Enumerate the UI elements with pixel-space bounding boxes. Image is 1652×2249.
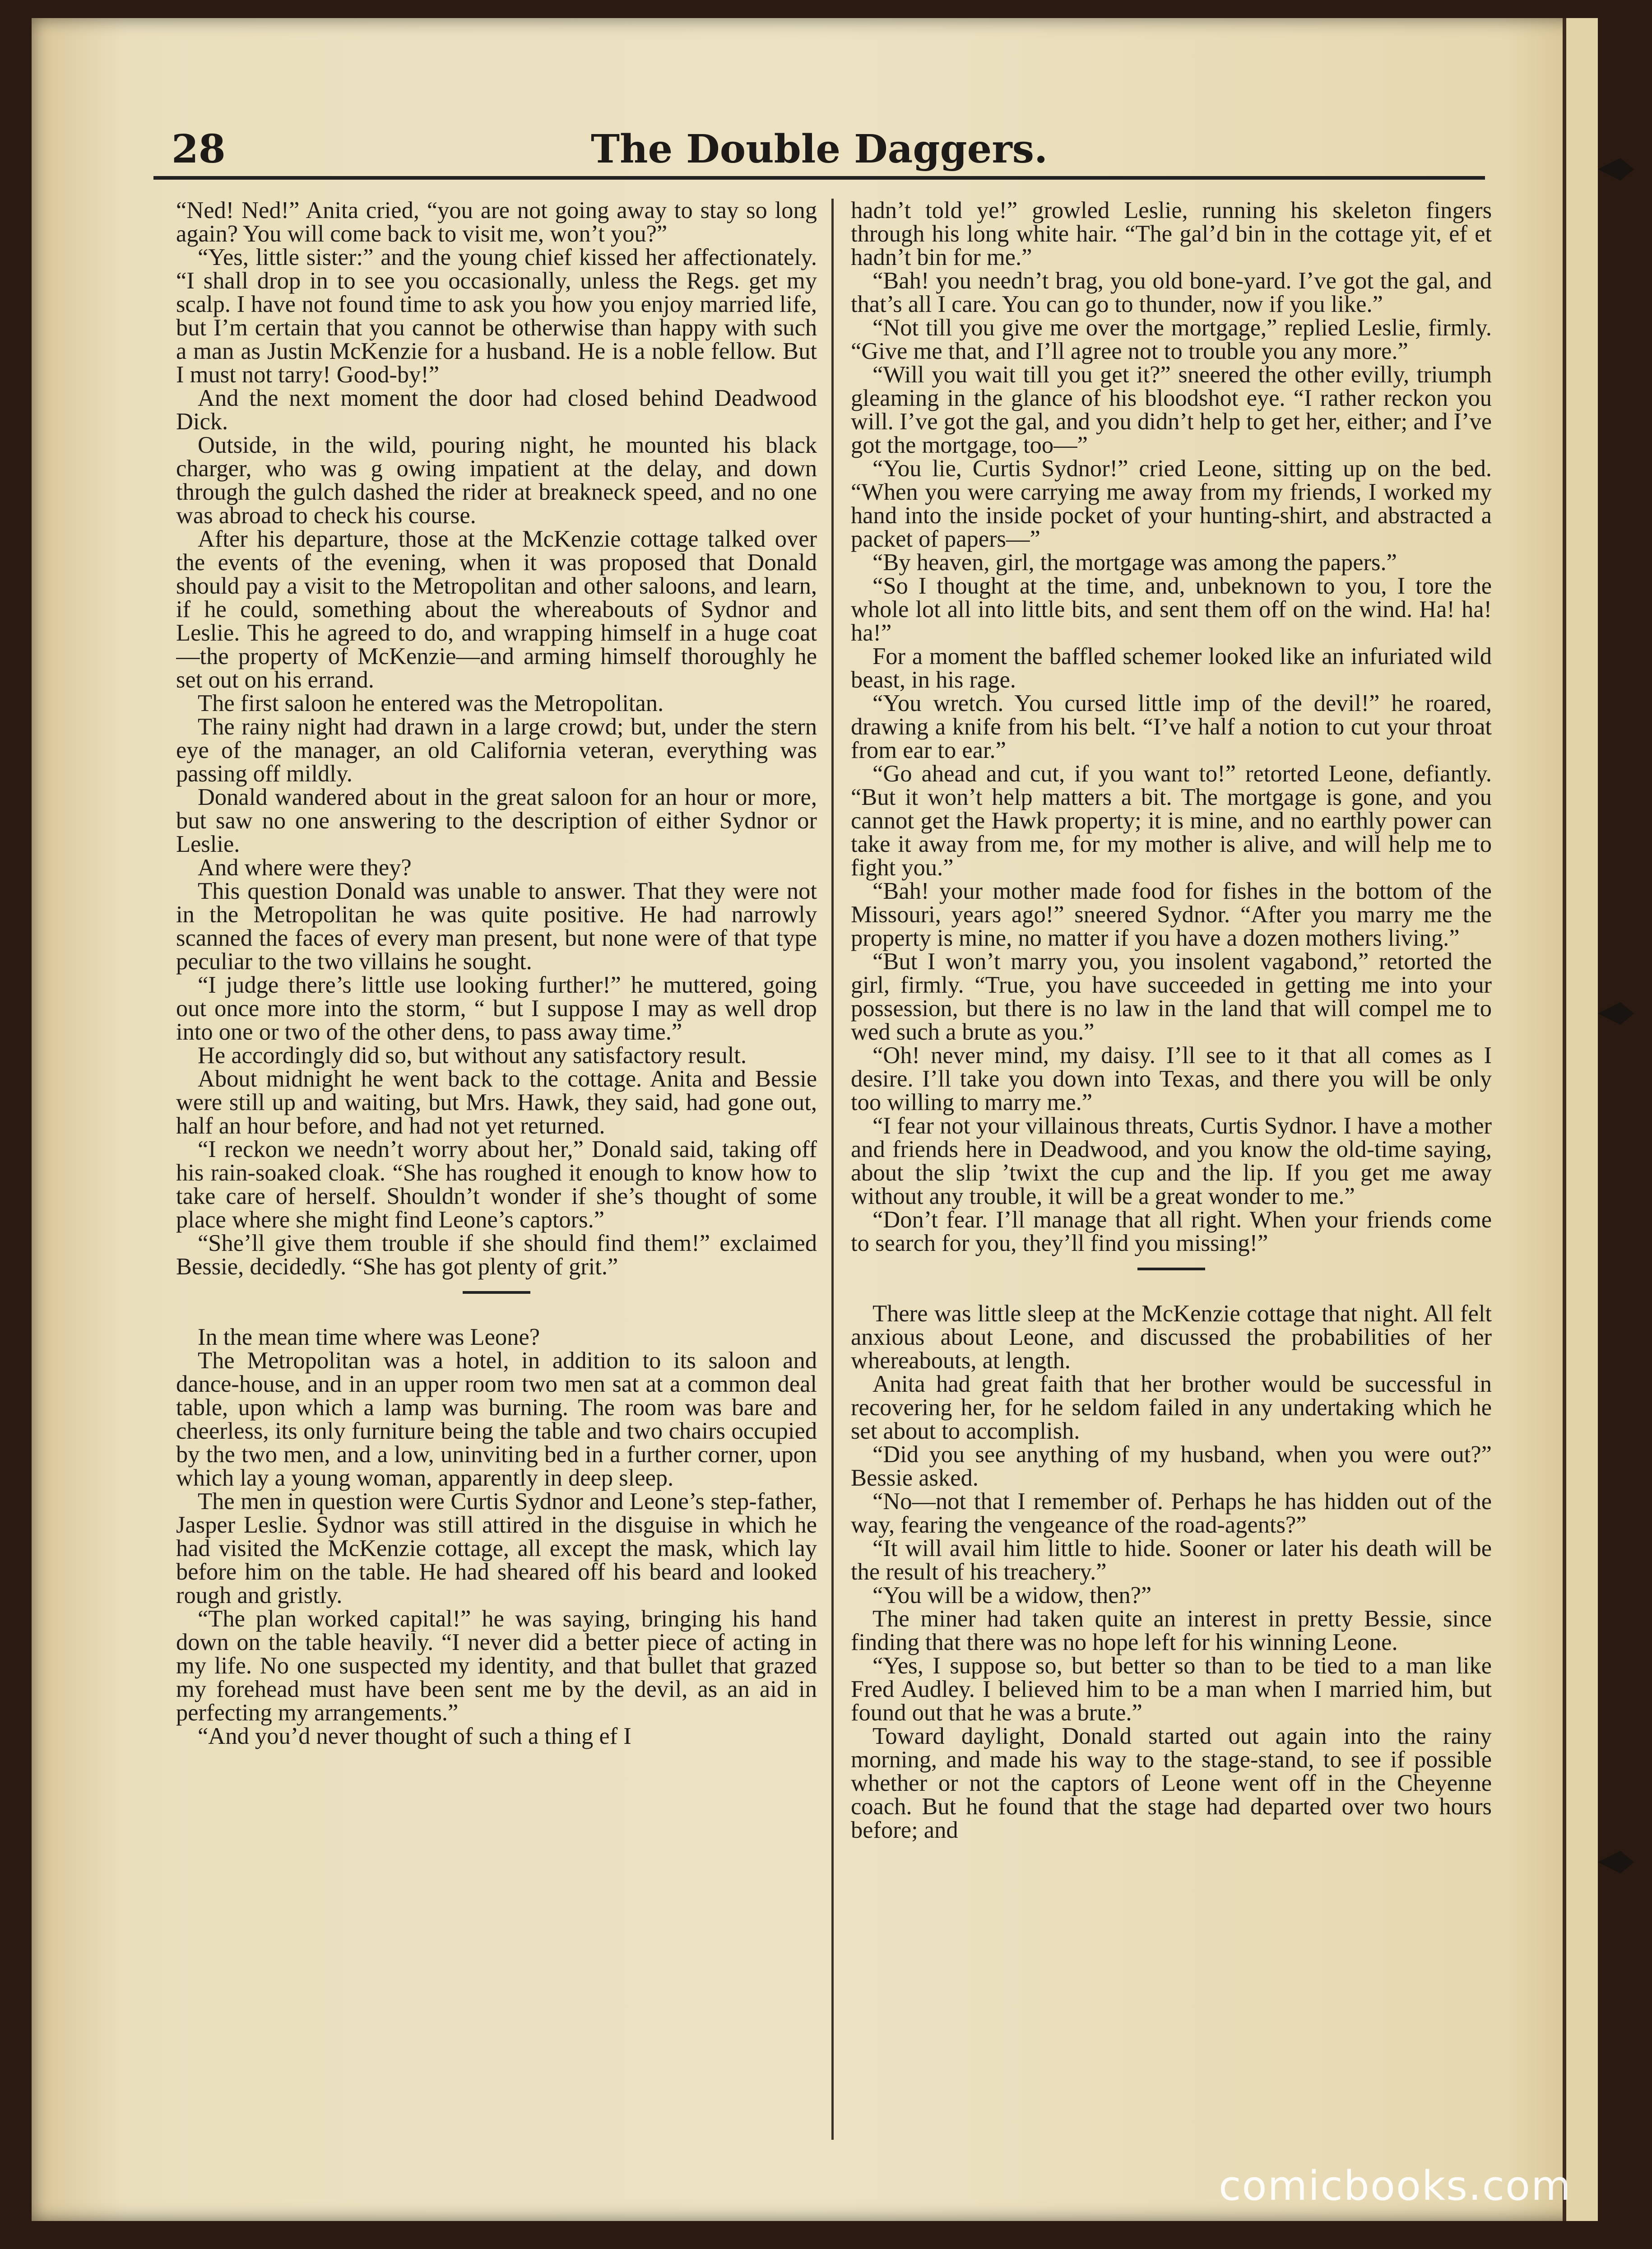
paragraph: “I fear not your villainous threats, Curtis Sydnor. I have a mother and friends here in Deadwood, and you know the old-time saying, about the slip ’twixt the cup and the lip. If you get me away without any trouble, it will be a great wonder to me.” xyxy=(851,1113,1492,1209)
paragraph: Outside, in the wild, pouring night, he mounted his black charger, who was g owing impatient at the delay, and down through the gulch dashed the rider at breakneck speed, and no one was abroad to check his course. xyxy=(176,432,817,529)
paragraph: He accordingly did so, but without any satisfactory result. xyxy=(198,1042,747,1069)
paragraph: There was little sleep at the McKenzie cottage that night. All felt anxious about Leone, and discussed the probabilities of her whereabouts, at length. xyxy=(851,1301,1492,1374)
paragraph: “It will avail him little to hide. Sooner or later his death will be the result of his treachery.” xyxy=(851,1535,1492,1585)
watermark: comicbooks.com xyxy=(1219,2162,1572,2210)
paragraph: The miner had taken quite an interest in pretty Bessie, since finding that there was no hope left for his winning Leone. xyxy=(851,1606,1492,1655)
paragraph: The rainy night had drawn in a large crowd; but, under the stern eye of the manager, an old California veteran, everything was passing off mildly. xyxy=(176,714,817,787)
paragraph: “The plan worked capital!” he was saying, bringing his hand down on the table heavily. “I never did a better piece of acting in my life. No one suspected my identity, and that bullet that grazed my forehead must have been sent me by the devil, as an aid in perfecting my arrangements.” xyxy=(176,1606,817,1726)
paragraph: Anita had great faith that her brother would be successful in recovering her, for he seldom failed in any undertaking which he set about to accomplish. xyxy=(851,1371,1492,1444)
page-number: 28 xyxy=(172,126,226,172)
paragraph: This question Donald was unable to answer. That they were not in the Metropolitan he was quite positive. He had narrowly scanned the faces of every man present, but none were of that type peculiar to the two villains he sought. xyxy=(176,878,817,975)
paragraph: “Go ahead and cut, if you want to!” retorted Leone, defiantly. “But it won’t help matters a bit. The mortgage is gone, and you cannot get the Hawk property; it is mine, and no earthly power can take it away from me, for my mother is alive, and will help me to fight you.” xyxy=(851,761,1492,881)
paragraph: Donald wandered about in the great saloon for an hour or more, but saw no one answering to the description of either Sydnor or Leslie. xyxy=(176,784,817,857)
column-divider xyxy=(831,199,834,2140)
section-divider xyxy=(1137,1268,1205,1270)
paragraph: Toward daylight, Donald started out again into the rainy morning, and made his way to the stage-stand, to see if possible whether or not the captors of Leone went off in the Cheyenne coach. But he found that the stage had departed over two hours before; and xyxy=(851,1723,1492,1843)
paragraph: “But I won’t marry you, you insolent vagabond,” retorted the girl, firmly. “True, you have succeeded in getting me into your possession, but there is no law in the land that will compel me to wed such a brute as you.” xyxy=(851,948,1492,1045)
paragraph: “Will you wait till you get it?” sneered the other evilly, triumph gleaming in the glance of his bloodshot eye. “I rather reckon you will. I’ve got the gal, and you didn’t help to get her, either; and I’ve got the mortgage, too—” xyxy=(851,362,1492,458)
paragraph: And where were they? xyxy=(198,855,412,881)
paragraph: “And you’d never thought of such a thing ef I xyxy=(198,1723,631,1749)
left-column xyxy=(176,199,817,2140)
page-edge xyxy=(1563,18,1598,2221)
binding-clip-icon xyxy=(1598,998,1634,1029)
paragraph: hadn’t told ye!” growled Leslie, running his skeleton fingers through his long white hair. “The gal’d bin in the cottage yit, ef et hadn’t bin for me.” xyxy=(851,199,1492,270)
paragraph: “Oh! never mind, my daisy. I’ll see to it that all comes as I desire. I’ll take you down into Texas, and there you will be only too willing to marry me.” xyxy=(851,1042,1492,1115)
paragraph: “Bah! you needn’t brag, you old bone-yard. I’ve got the gal, and that’s all I care. You can go to thunder, now if you like.” xyxy=(851,268,1492,317)
paragraph: The Metropolitan was a hotel, in addition to its saloon and dance-house, and in an upper room two men sat at a common deal table, upon which a lamp was burning. The room was bare and cheerless, its only furniture being the table and two chairs occupied by the two men, and a low, uninviting bed in a further corner, upon which lay a young woman, apparently in deep sleep. xyxy=(176,1348,817,1491)
paragraph: The men in question were Curtis Sydnor and Leone’s step-father, Jasper Leslie. Sydnor was still attired in the disguise in which he had visited the McKenzie cottage, all except the mask, which lay before him on the table. He had sheared off his beard and looked rough and gristly. xyxy=(176,1488,817,1608)
paragraph: In the mean time where was Leone? xyxy=(198,1324,540,1350)
right-column xyxy=(851,199,1492,2140)
paragraph: “Did you see anything of my husband, when you were out?” Bessie asked. xyxy=(851,1441,1492,1491)
binding-clip-icon xyxy=(1598,153,1634,185)
paragraph: And the next moment the door had closed behind Deadwood Dick. xyxy=(176,385,817,435)
paragraph: “Ned! Ned!” Anita cried, “you are not going away to stay so long again? You will come back to visit me, won’t you?” xyxy=(176,199,817,247)
paragraph: “Not till you give me over the mortgage,” replied Leslie, firmly. “Give me that, and I’ll agree not to trouble you any more.” xyxy=(851,315,1492,364)
paragraph: “You wretch. You cursed little imp of the devil!” he roared, drawing a knife from his belt. “I’ve half a notion to cut your throat from ear to ear.” xyxy=(851,690,1492,763)
paragraph: “So I thought at the time, and, unbeknown to you, I tore the whole lot all into little bits, and sent them off on the wind. Ha! ha! ha!” xyxy=(851,573,1492,646)
paragraph: “She’ll give them trouble if she should find them!” exclaimed Bessie, decidedly. “She has got plenty of grit.” xyxy=(176,1230,817,1280)
paragraph: “You lie, Curtis Sydnor!” cried Leone, sitting up on the bed. “When you were carrying me away from my friends, I worked my hand into the inside pocket of your hunting-shirt, and abstracted a packet of papers—” xyxy=(851,455,1492,552)
paragraph: “No—not that I remember of. Perhaps he has hidden out of the way, fearing the vengeance of the road-agents?” xyxy=(851,1488,1492,1538)
paragraph: “By heaven, girl, the mortgage was among the papers.” xyxy=(872,549,1397,576)
paragraph: “You will be a widow, then?” xyxy=(872,1582,1152,1608)
paragraph: “Don’t fear. I’ll manage that all right. When your friends come to search for you, they’ll find you missing!” xyxy=(851,1207,1492,1256)
paragraph: “Bah! your mother made food for fishes in the bottom of the Missouri, years ago!” sneered Sydnor. “After you marry me the property is mine, no matter if you have a dozen mothers living.” xyxy=(851,878,1492,951)
paragraph: “I reckon we needn’t worry about her,” Donald said, taking off his rain-soaked cloak. “She has roughed it enough to know how to take care of herself. Shouldn’t wonder if she’s thought of some place where she might find Leone’s captors.” xyxy=(176,1136,817,1233)
paragraph: “Yes, I suppose so, but better so than to be tied to a man like Fred Audley. I believed him to be a man when I married him, but found out that he was a brute.” xyxy=(851,1653,1492,1726)
paragraph: “Yes, little sister:” and the young chief kissed her affectionately. “I shall drop in to see you occasionally, unless the Regs. get my scalp. I have not found time to ask you how you enjoy married life, but I’m certain that you cannot be otherwise than happy with such a man as Justin McKenzie for a husband. He is a noble fellow. But I must not tarry! Good-by!” xyxy=(176,244,817,388)
paragraph: For a moment the baffled schemer looked like an infuriated wild beast, in his rage. xyxy=(851,643,1492,693)
binding-clip-icon xyxy=(1598,1846,1634,1878)
page-header xyxy=(153,122,1485,180)
paragraph: The first saloon he entered was the Metropolitan. xyxy=(198,690,664,716)
section-divider xyxy=(463,1291,530,1294)
paragraph: “I judge there’s little use looking further!” he muttered, going out once more into the storm, “ but I suppose I may as well drop into one or two of the other dens, to pass away time.” xyxy=(176,972,817,1045)
page-title: The Double Daggers. xyxy=(590,126,1048,172)
paragraph: About midnight he went back to the cottage. Anita and Bessie were still up and waiting, but Mrs. Hawk, they said, had gone out, half an hour before, and had not yet returned. xyxy=(176,1066,817,1139)
paragraph: After his departure, those at the McKenzie cottage talked over the events of the evening, when it was proposed that Donald should pay a visit to the Metropolitan and other saloons, and learn, if he could, something about the whereabouts of Sydnor and Leslie. This he agreed to do, and wrapping himself in a huge coat—the property of McKenzie—and arming himself thoroughly he set out on his errand. xyxy=(176,526,817,693)
